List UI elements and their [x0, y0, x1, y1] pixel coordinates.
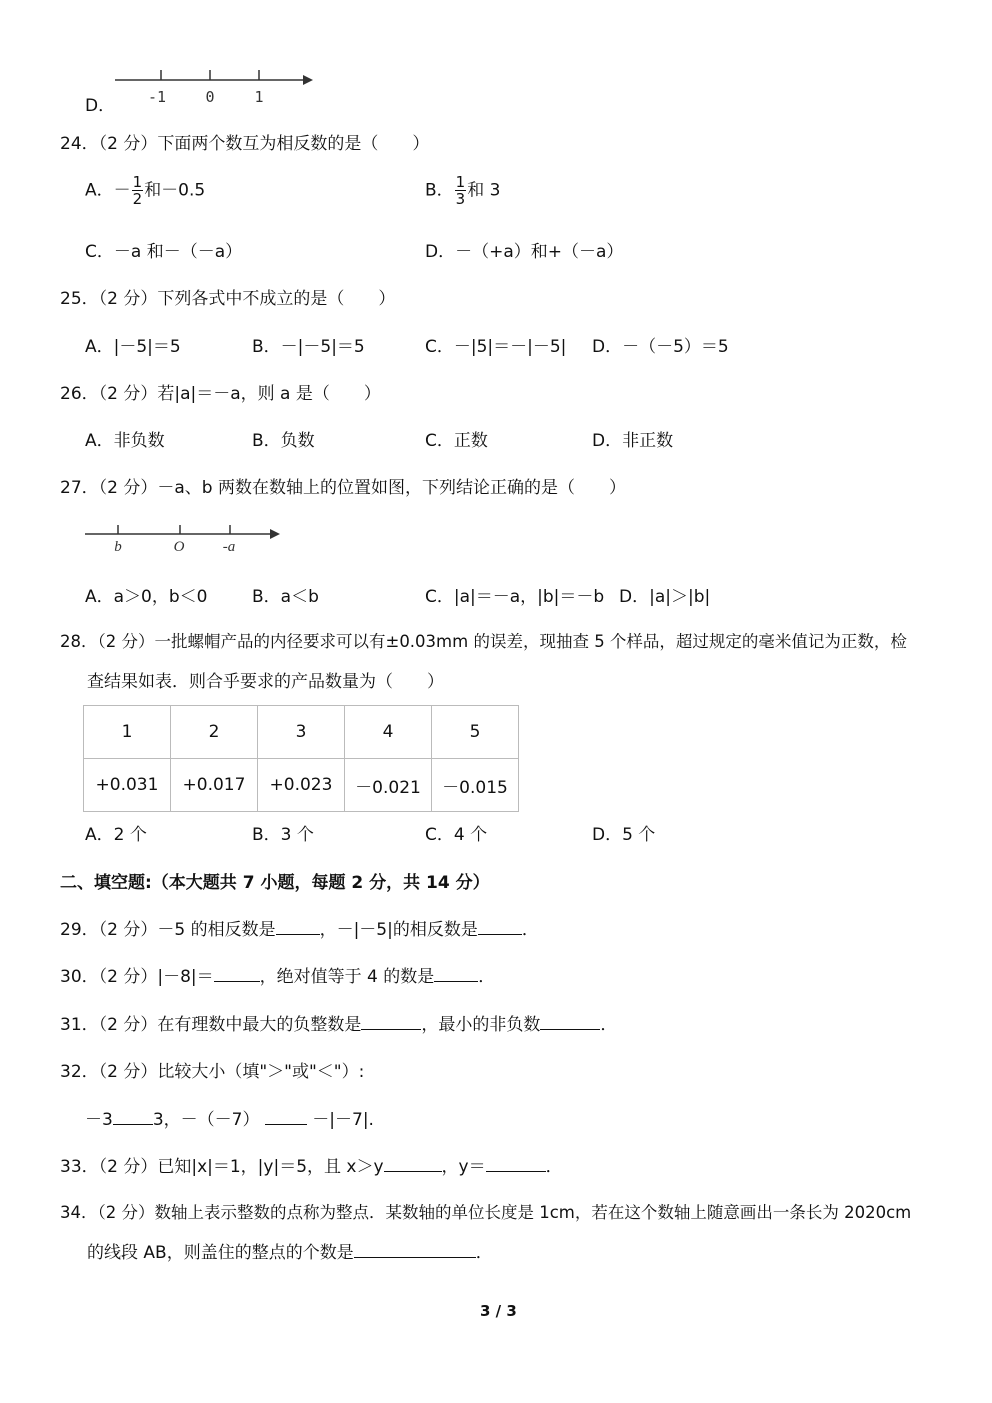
q28-option-d: D．5 个 [592, 825, 656, 845]
q27-option-b: B．a＜b [252, 587, 319, 607]
table-cell: －0.021 [345, 759, 432, 812]
tick-label: 0 [205, 88, 215, 106]
q27-stem: 27．（2 分）－a、b 两数在数轴上的位置如图，下列结论正确的是（ ） [60, 478, 626, 498]
table-cell: 4 [345, 706, 432, 759]
q24-option-b: B． $\frac{1}{3}$ 和 3 [425, 173, 501, 208]
axis-arrow [270, 529, 280, 539]
table-cell: +0.031 [84, 759, 171, 812]
q28-option-a: A．2 个 [85, 825, 147, 845]
q28-table [83, 705, 519, 812]
answer-blank [276, 918, 320, 935]
table-cell: 5 [432, 706, 519, 759]
answer-blank [478, 918, 522, 935]
q28-stem-line2: 查结果如表．则合乎要求的产品数量为（ ） [87, 672, 444, 692]
q33: 33．（2 分）已知|x|＝1，|y|＝5，且 x＞y ，y＝ ． [60, 1157, 563, 1177]
q26-option-a: A．非负数 [85, 431, 165, 451]
q24-option-c: C．－a 和－（－a） [85, 242, 243, 262]
table-cell: 1 [84, 706, 171, 759]
q24-option-a: A．－ $\frac{1}{2}$ 和－0.5 [85, 173, 206, 208]
q27-number-line [80, 518, 290, 558]
answer-blank [486, 1155, 546, 1172]
answer-blank [361, 1013, 421, 1030]
q27-option-c: C．|a|＝－a，|b|＝－b [425, 587, 605, 607]
page-number: 3 / 3 [480, 1302, 517, 1320]
answer-blank [540, 1013, 600, 1030]
q24-option-d: D．－（+a）和+（－a） [425, 242, 624, 262]
table-row [84, 759, 519, 812]
q27-option-a: A．a＞0，b＜0 [85, 587, 208, 607]
fraction: $\frac{1}{2}$ [132, 173, 143, 208]
tick-label: -1 [147, 88, 167, 106]
q32-stem: 32．（2 分）比较大小（填"＞"或"＜"）: [60, 1062, 365, 1082]
axis-arrow [303, 75, 313, 85]
table-cell: +0.017 [171, 759, 258, 812]
fraction: $\frac{1}{3}$ [455, 173, 466, 208]
section-title: 二、填空题:（本大题共 7 小题，每题 2 分，共 14 分） [60, 873, 490, 893]
q34-line2: 的线段 AB，则盖住的整点的个数是 ． [87, 1243, 493, 1263]
q25-option-a: A．|－5|＝5 [85, 337, 181, 357]
tick-label: 1 [254, 88, 264, 106]
answer-blank [214, 965, 260, 982]
answer-blank [384, 1155, 442, 1172]
q29: 29．（2 分）－5 的相反数是 ，－|－5|的相反数是 ． [60, 920, 539, 940]
table-row [84, 706, 519, 759]
answer-blank [434, 965, 478, 982]
q23-option-d-label: D． [85, 96, 116, 116]
q26-option-b: B．负数 [252, 431, 315, 451]
q24-stem: 24．（2 分）下面两个数互为相反数的是（ ） [60, 134, 430, 154]
q32-body: －3 3，－（－7） －|－7|. [85, 1110, 374, 1130]
q31: 31．（2 分）在有理数中最大的负整数是 ，最小的非负数 ． [60, 1015, 618, 1035]
answer-blank [265, 1108, 307, 1125]
tick-label: O [173, 539, 185, 555]
q25-option-c: C．－|5|＝－|－5| [425, 337, 567, 357]
q25-option-b: B．－|－5|＝5 [252, 337, 365, 357]
table-cell: +0.023 [258, 759, 345, 812]
q30: 30．（2 分）|－8|＝ ，绝对值等于 4 的数是 ． [60, 967, 496, 987]
q26-option-c: C．正数 [425, 431, 488, 451]
answer-blank [113, 1108, 153, 1125]
q25-option-d: D．－（－5）＝5 [592, 337, 729, 357]
tick-label: -a [222, 539, 236, 555]
q34-line1: 34．（2 分）数轴上表示整数的点称为整点．某数轴的单位长度是 1cm，若在这个数轴上随意画出一条长为 2020cm [60, 1203, 912, 1222]
q27-option-d: D．|a|＞|b| [619, 587, 711, 607]
q26-option-d: D．非正数 [592, 431, 674, 451]
q28-stem-line1: 28．（2 分）一批螺帽产品的内径要求可以有±0.03mm 的误差，现抽查 5 个样品，超过规定的毫米值记为正数，检 [60, 632, 907, 651]
table-cell: 3 [258, 706, 345, 759]
table-cell: 2 [171, 706, 258, 759]
q28-option-b: B．3 个 [252, 825, 314, 845]
table-cell: －0.015 [432, 759, 519, 812]
q23-number-line [110, 62, 320, 110]
q26-stem: 26．（2 分）若|a|＝－a，则 a 是（ ） [60, 384, 381, 404]
q25-stem: 25．（2 分）下列各式中不成立的是（ ） [60, 289, 396, 309]
tick-label: b [114, 539, 122, 555]
answer-blank [354, 1241, 476, 1258]
q28-option-c: C．4 个 [425, 825, 488, 845]
